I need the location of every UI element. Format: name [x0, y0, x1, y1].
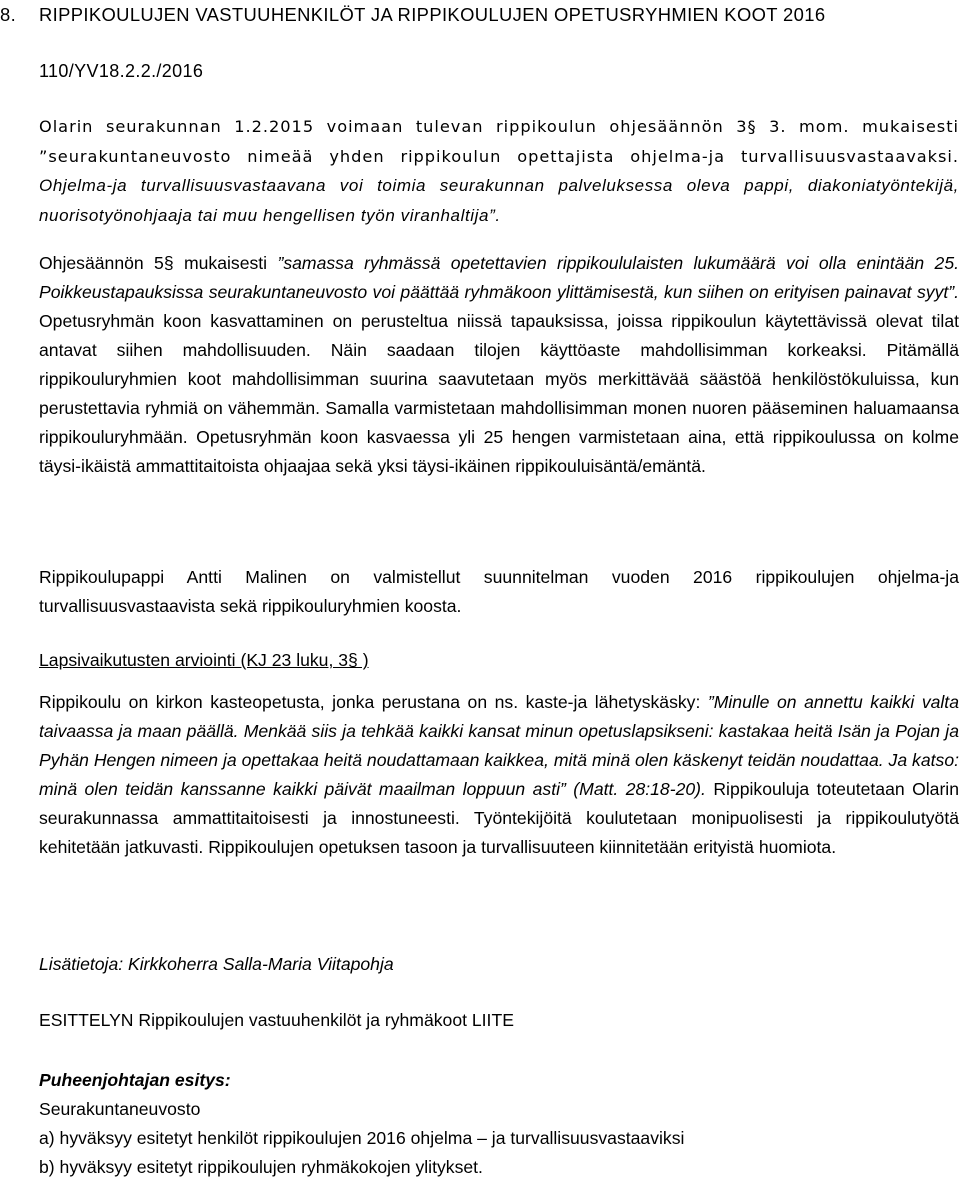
paragraph-child-impact-quote: ”Minulle on annettu kaikki valta taivaassa ja maan päällä. Menkää siis ja tehkää kaikki kansat minun opetuslapsikseni: kastakaa heitä Isän ja Pojan ja Pyhän Hengen nimeen ja opettakaa heitä noudattamaan kaikkea, mitä minä olen käskenyt teidän noudattaa. Ja katso: minä olen teidän kanssanne kaikki päivät maailman loppuun asti” (Matt. 28:18-20).	[39, 692, 959, 799]
paragraph-child-impact-body: Rippikouluja toteutetaan Olarin seurakunnassa ammattitaitoisesti ja innostuneesti. Työntekijöitä koulutetaan monipuolisesti ja rippikoulutyötä kehitetään jatkuvasti. Rippikoulujen opetuksen tasoon ja turvallisuuteen kiinnitetään erityistä huomiota.	[39, 779, 959, 857]
paragraph-regulation-3-text: Olarin seurakunnan 1.2.2015 voimaan tulevan rippikoulun ohjesäännön 3§ 3. mom. mukaisesti ”seurakuntaneuvosto nimeää yhden rippikoulun opettajista ohjelma-ja turvallisuusvastaavaksi.	[39, 117, 959, 166]
paragraph-child-impact	[39, 688, 959, 862]
paragraph-regulation-5	[39, 249, 959, 481]
section-title: RIPPIKOULUJEN VASTUUHENKILÖT JA RIPPIKOULUJEN OPETUSRYHMIEN KOOT 2016	[39, 4, 826, 25]
paragraph-regulation-3	[39, 112, 959, 230]
presentation-line: ESITTELYN Rippikoulujen vastuuhenkilöt ja ryhmäkoot LIITE	[39, 1010, 514, 1030]
proposal-section	[39, 1066, 959, 1182]
section-heading	[0, 4, 825, 26]
more-info-line: Lisätietoja: Kirkkoherra Salla-Maria Viitapohja	[39, 954, 394, 974]
paragraph-preparation	[39, 563, 959, 621]
paragraph-regulation-5-body: Opetusryhmän koon kasvattaminen on perusteltua niissä tapauksissa, joissa rippikoulun käytettävissä olevat tilat antavat siihen mahdollisuuden. Näin saadaan tilojen käyttöaste mahdollisimman korkeaksi. Pitämällä rippikouluryhmien koot mahdollisimman suurina saavutetaan myös merkittävää säästöä henkilöstökuluissa, kun perustettavia ryhmiä on vähemmän. Samalla varmistetaan mahdollisimman monen nuoren pääseminen haluamaansa rippikouluryhmään. Opetusryhmän koon kasvaessa yli 25 hengen varmistetaan aina, että rippikoulussa on kolme täysi-ikäistä ammattitaitoista ohjaajaa sekä yksi täysi-ikäinen rippikouluisäntä/emäntä.	[39, 311, 959, 476]
paragraph-regulation-3-quote: Ohjelma-ja turvallisuusvastaavana voi toimia seurakunnan palveluksessa oleva pappi, diakoniatyöntekijä, nuorisotyönohjaaja tai muu hengellisen työn viranhaltija”.	[39, 176, 959, 225]
paragraph-regulation-5-quote: ”samassa ryhmässä opetettavien rippikoululaisten lukumäärä voi olla enintään 25. Poikkeustapauksissa seurakuntaneuvosto voi päättää ryhmäkoon ylittämisestä, kun siihen on erityisen painavat syyt”.	[39, 253, 959, 302]
paragraph-preparation-text: Rippikoulupappi Antti Malinen on valmistellut suunnitelman vuoden 2016 rippikoulujen ohjelma-ja turvallisuusvastaavista sekä rippikouluryhmien koosta.	[39, 567, 959, 616]
case-reference: 110/YV18.2.2./2016	[39, 61, 204, 81]
paragraph-regulation-5-lead: Ohjesäännön 5§ mukaisesti	[39, 253, 278, 273]
proposal-heading: Puheenjohtajan esitys:	[39, 1070, 231, 1090]
section-number: 8.	[0, 4, 17, 25]
child-impact-heading: Lapsivaikutusten arviointi (KJ 23 luku, 3§ )	[39, 650, 369, 670]
proposal-body: Seurakuntaneuvosto	[39, 1099, 201, 1119]
proposal-item-a: a) hyväksyy esitetyt henkilöt rippikoulujen 2016 ohjelma – ja turvallisuusvastaaviksi	[39, 1128, 685, 1148]
paragraph-child-impact-lead: Rippikoulu on kirkon kasteopetusta, jonka perustana on ns. kaste-ja lähetyskäsky:	[39, 692, 708, 712]
proposal-item-b: b) hyväksyy esitetyt rippikoulujen ryhmäkokojen ylitykset.	[39, 1157, 483, 1177]
